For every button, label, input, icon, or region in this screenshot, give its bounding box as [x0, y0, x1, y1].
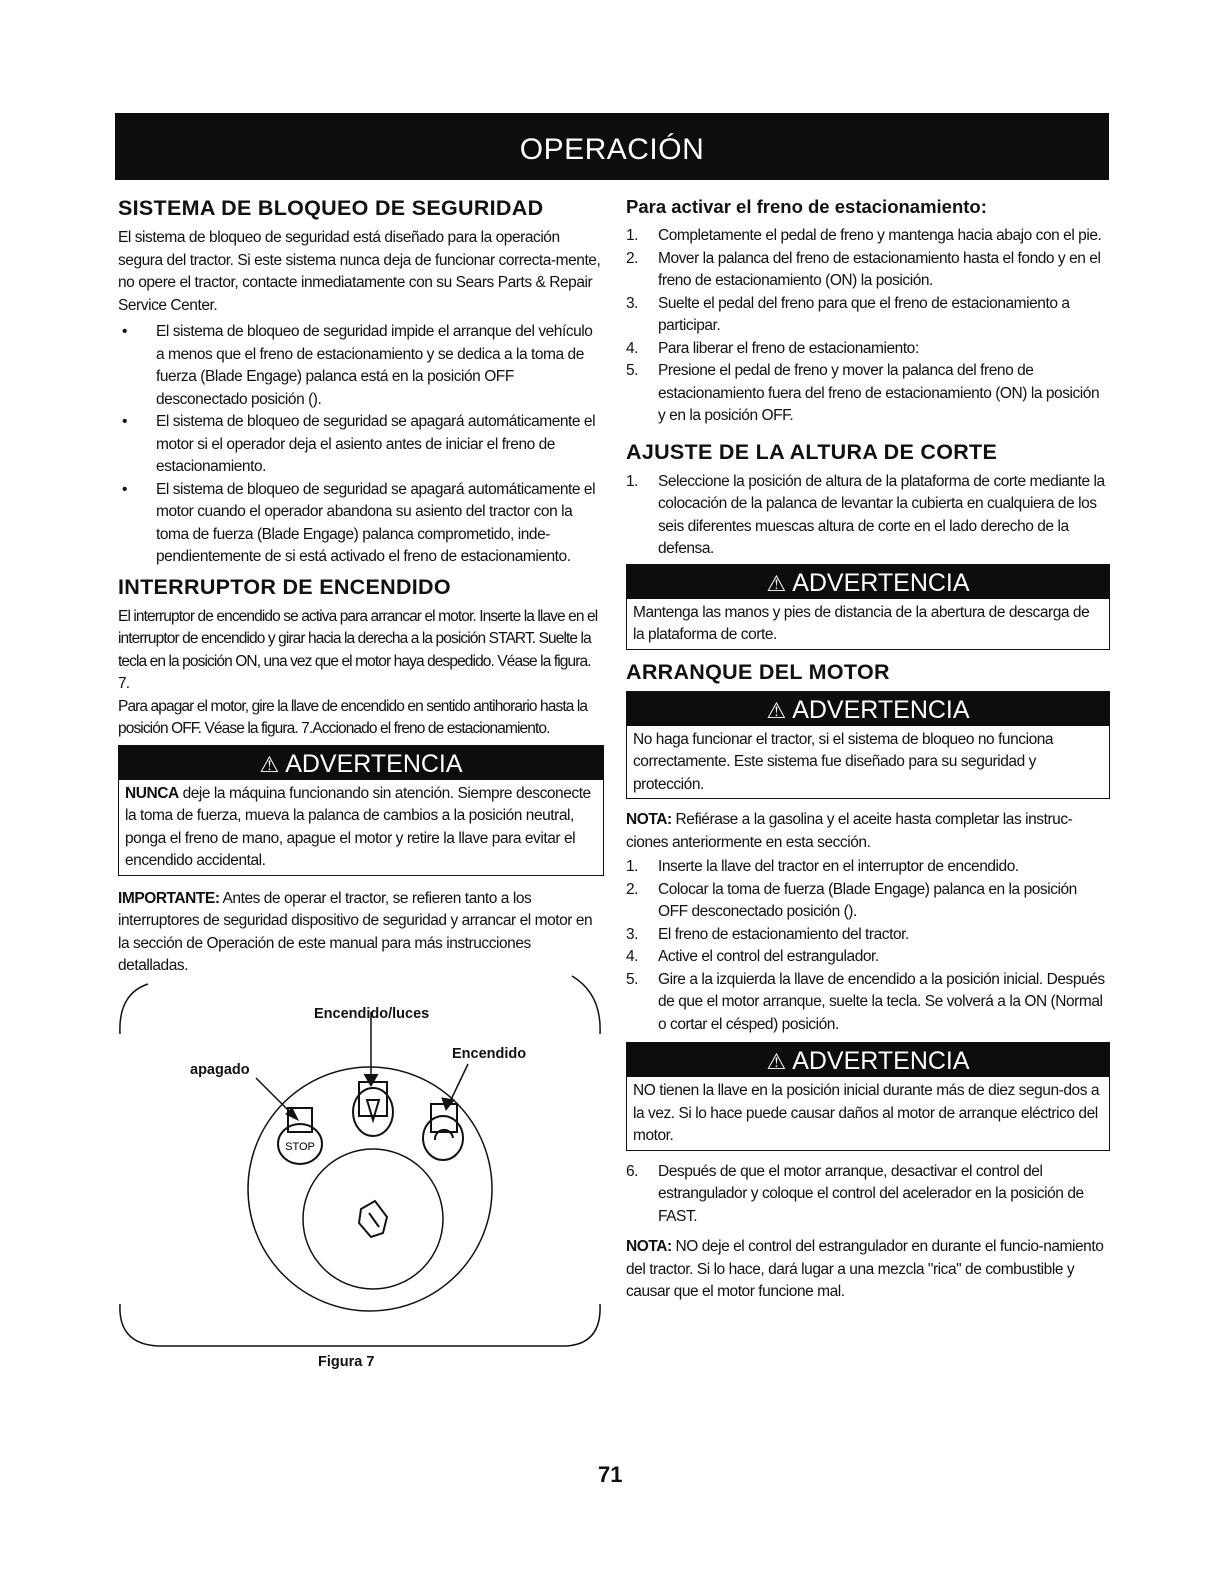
- warning-text: No haga funcionar el tractor, si el sistema de bloqueo no funciona correctamente. Este sistema fue diseñado para su seguridad y protección.: [633, 730, 1054, 793]
- list-item: • El sistema de bloqueo de seguridad se apagará automáticamente el motor cuando el operador abandona su asiento del tractor con la toma de fuerza (Blade Engage) palanca comprometido, inde-pendientemente de si está activado el freno de estacionamiento.: [118, 479, 604, 569]
- start-steps: [626, 856, 1110, 1036]
- page-number: 71: [598, 1462, 623, 1487]
- list-item: 4. Active el control del estrangulador.: [626, 948, 879, 965]
- safety-bullets: [118, 321, 604, 569]
- frame-arc-top-right: [572, 976, 600, 1034]
- warning-label: ADVERTENCIA: [792, 568, 970, 597]
- figure-caption: Figura 7: [318, 1354, 375, 1370]
- list-item: 1. Seleccione la posición de altura de la plataforma de corte mediante la colocación de la palanca de levantar la cubierta en cualquiera de los seis diferentes muescas altura de corte en el lado derecho de la defensa.: [626, 472, 1105, 557]
- note-text: Refiérase a la gasolina y el aceite hasta completar las instruc-ciones anteriormente en esta sección.: [626, 811, 1073, 851]
- page-title: OPERACIÓN: [519, 133, 705, 166]
- note-label: NOTA:: [626, 1238, 672, 1255]
- arrowhead-lights: [364, 1074, 378, 1086]
- warning-label: ADVERTENCIA: [285, 749, 463, 778]
- warning-text: deje la máquina funcionando sin atención. Siempre desconecte la toma de fuerza, mueva la palanca de cambios a la posición neutral, ponga el freno de mano, apague el motor y retire la llave para evitar el encendido accidental.: [125, 784, 591, 869]
- note-text: NO deje el control del estrangulador en durante el funcio-namiento del tractor. Si lo hace, dará lugar a una mezcla "rica" de combustible y causar que el motor funcione mal.: [626, 1238, 1104, 1300]
- warning-triangle-icon: ⚠: [766, 570, 787, 596]
- list-item: 3. El freno de estacionamiento del tractor.: [626, 925, 909, 943]
- warning-triangle-icon: ⚠: [766, 1049, 787, 1074]
- list-item: 5. Gire a la izquierda la llave de encendido a la posición inicial. Después de que el motor arranque, suelte la tecla. Se volverá a la ON (Normal o cortar el césped) posición.: [626, 970, 1105, 1033]
- important-text: Antes de operar el tractor, se refieren tanto a los interruptores de seguridad dispositivo de seguridad y arrancar el motor en la sección de Operación de este manual para más instrucciones detalladas.: [118, 889, 593, 974]
- start-step-6: [626, 1161, 1110, 1229]
- frame-arc-top-left: [120, 984, 148, 1034]
- figure-ignition-switch: [118, 974, 604, 1364]
- warning-header: [119, 746, 603, 780]
- list-item: 5. Presione el pedal de freno y mover la palanca del freno de estacionamiento fuera del freno de estacionamiento (ON) la posición y en la posición OFF.: [626, 362, 1100, 424]
- section-title-parking-brake: Para activar el freno de estacionamiento:: [626, 196, 987, 217]
- cutting-steps: [626, 471, 1110, 561]
- frame-arc-bottom-right: [566, 1304, 600, 1346]
- warning-box-never: [118, 745, 604, 876]
- figure-label-lights: Encendido/luces: [314, 1006, 430, 1022]
- warning-bold-word: NUNCA: [125, 784, 179, 802]
- note-choke: [626, 1236, 1110, 1304]
- list-item: 2. Mover la palanca del freno de estacionamiento hasta el fondo y en el freno de estacionamiento (ON) la posición.: [626, 249, 1101, 289]
- frame-arc-bottom-left: [120, 1304, 158, 1346]
- section-title-engine-start: ARRANQUE DEL MOTOR: [626, 659, 890, 684]
- key-slot-icon: [359, 1201, 387, 1237]
- list-item: 1. Completamente el pedal de freno y mantenga hacia abajo con el pie.: [626, 227, 1102, 244]
- stop-text: STOP: [285, 1141, 315, 1153]
- list-item: 6. Después de que el motor arranque, desactivar el control del estrangulador y coloque el control del acelerador en la posición de FAST.: [626, 1162, 1084, 1225]
- figure-label-start: Encendido: [452, 1046, 527, 1062]
- important-label: IMPORTANTE:: [118, 889, 220, 907]
- list-item: • El sistema de bloqueo de seguridad impide el arranque del vehículo a menos que el freno de estacionamiento y se dedica a la toma de fuerza (Blade Engage) palanca está en la posición OFF desconectado posición ().: [118, 321, 604, 411]
- list-item: 3. Suelte el pedal del freno para que el freno de estacionamiento a participar.: [626, 294, 1070, 334]
- ignition-para-2: Para apagar el motor, gire la llave de encendido en sentido antihorario hasta la posición OFF. Véase la figura. 7.Accionado el freno de estacionamiento.: [118, 697, 588, 737]
- warning-box-starter: [626, 1042, 1110, 1151]
- warning-box-interlock: [626, 691, 1110, 800]
- lights-position-icon: [353, 1082, 393, 1136]
- ignition-para-1: El interruptor de encendido se activa para arrancar el motor. Inserte la llave en el interruptor de encendido y girar hacia la derecha a la posición START. Suelte la tecla en la posición ON, una vez que el motor haya despedido. Véase la figura. 7.: [118, 607, 598, 692]
- important-note: [118, 888, 604, 978]
- warning-text: NO tienen la llave en la posición inicial durante más de diez segun-dos a la vez. Si lo hace puede causar daños al motor de arranque eléctrico del motor.: [633, 1082, 1100, 1144]
- section-title-cutting-height: AJUSTE DE LA ALTURA DE CORTE: [626, 439, 998, 464]
- warning-header: [627, 692, 1109, 726]
- left-column: [118, 196, 604, 978]
- list-item: 1. Inserte la llave del tractor en el interruptor de encendido.: [626, 858, 1019, 875]
- warning-box-hands: [626, 564, 1110, 650]
- warning-body: [119, 780, 603, 875]
- warning-text: Mantenga las manos y pies de distancia de la abertura de descarga de la plataforma de corte.: [633, 603, 1090, 643]
- warning-label: ADVERTENCIA: [792, 695, 970, 724]
- warning-header: [627, 565, 1109, 599]
- list-item: 2. Colocar la toma de fuerza (Blade Engage) palanca en la posición OFF desconectado posición ().: [626, 880, 1077, 920]
- warning-triangle-icon: ⚠: [766, 697, 787, 723]
- warning-triangle-icon: ⚠: [259, 751, 280, 777]
- page-header-banner: [115, 113, 1109, 180]
- section-title-safety-interlock: SISTEMA DE BLOQUEO DE SEGURIDAD: [118, 196, 544, 220]
- start-position-icon: [423, 1104, 463, 1160]
- right-column: [626, 196, 1110, 1304]
- warning-label: ADVERTENCIA: [792, 1047, 970, 1075]
- note-label: NOTA:: [626, 811, 672, 828]
- list-item: • El sistema de bloqueo de seguridad se apagará automáticamente el motor si el operador deja el asiento antes de iniciar el freno de estacionamiento.: [118, 411, 604, 479]
- parking-steps: [626, 225, 1110, 428]
- ignition-diagram: [118, 974, 604, 1364]
- section-title-ignition-switch: INTERRUPTOR DE ENCENDIDO: [118, 574, 451, 599]
- off-position-icon: [278, 1108, 322, 1164]
- list-item: 4. Para liberar el freno de estacionamiento:: [626, 339, 919, 357]
- note-fuel: [626, 809, 1110, 854]
- safety-intro: El sistema de bloqueo de seguridad está diseñado para la operación segura del tractor. Si este sistema nunca deja de funcionar correcta-mente, no opere el tractor, contacte inmediatamente con su Sears Parts & Repair Service Center.: [118, 229, 601, 314]
- figure-label-off: apagado: [190, 1062, 250, 1078]
- warning-header: [627, 1043, 1109, 1077]
